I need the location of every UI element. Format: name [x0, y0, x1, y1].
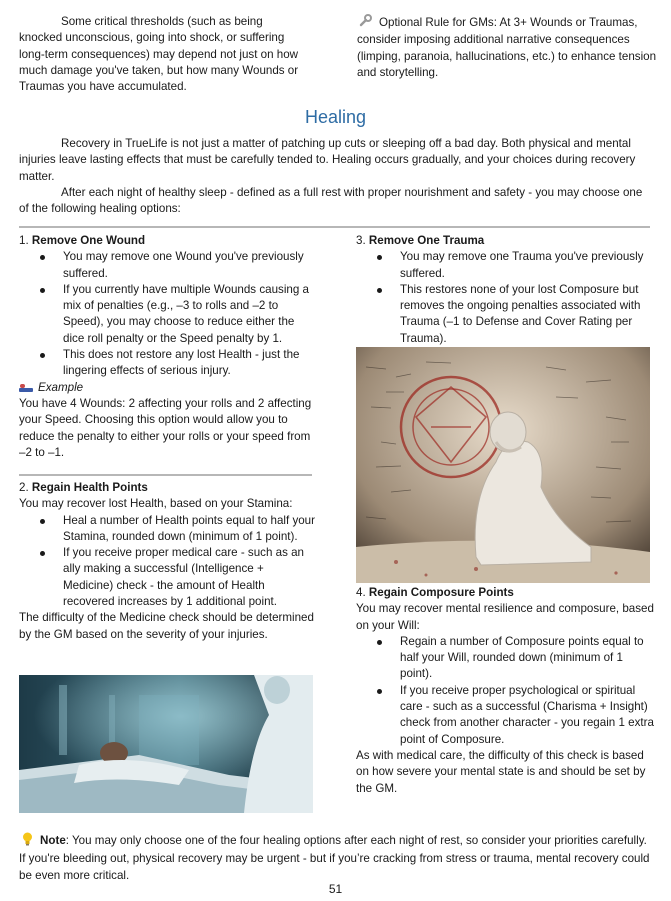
option-4-tail: As with medical care, the difficulty of this check is based on how severe your mental state is and should be set by the GM. — [356, 748, 646, 795]
intro-paragraph-2: After each night of healthy sleep - defined as a full rest with proper nourishment and safety - you may choose one of the following healing options: — [19, 186, 643, 216]
page-number: 51 — [328, 882, 343, 896]
option-3-heading: 3. Remove One Trauma — [356, 234, 485, 247]
gm-optional-rule — [357, 14, 657, 81]
option-regain-health — [19, 480, 316, 643]
option-remove-wound — [19, 233, 316, 461]
option-2-tail: The difficulty of the Medicine check should be determined by the GM based on the severity of your injuries. — [19, 611, 314, 641]
option-4-list — [356, 634, 654, 748]
list-item: You may remove one Trauma you've previously suffered. — [356, 249, 654, 282]
list-item: This does not restore any lost Health - just the lingering effects of serious injury. — [19, 347, 316, 380]
list-item: If you currently have multiple Wounds causing a mix of penalties (e.g., –3 to rolls and –2 to Speed), you may choose to reduce either the dice roll penalty or the Speed penalty by 1. — [19, 282, 316, 347]
example-text: You have 4 Wounds: 2 affecting your rolls and 2 affecting your Speed. Choosing this option would allow you to reduce the penalty to either your rolls or your speed from –2 to –1. — [19, 396, 312, 459]
list-item: If you receive proper psychological or spiritual care - such as a successful (Charisma + Insight) check from another character - you regain 1 extra point of Composure. — [356, 683, 654, 748]
option-regain-composure — [356, 585, 654, 797]
section-divider — [19, 226, 650, 228]
list-item: Regain a number of Composure points equal to half your Will, rounded down (minimum of 1 point). — [356, 634, 654, 683]
option-2-heading: 2. Regain Health Points — [19, 481, 148, 494]
list-item: You may remove one Wound you've previously suffered. — [19, 249, 316, 282]
healing-note — [19, 832, 655, 884]
option-2-lead: You may recover lost Health, based on your Stamina: — [19, 497, 293, 511]
bed-icon — [19, 383, 33, 393]
wrench-icon — [359, 14, 373, 32]
gm-rule-text: Optional Rule for GMs: At 3+ Wounds or Traumas, consider imposing additional narrative consequences (limping, paranoia, hallucinations, etc.) to enhance tension and storytelling. — [357, 16, 657, 79]
option-4-lead: You may recover mental resilience and composure, based on your Will: — [356, 602, 654, 632]
note-label: Note — [40, 834, 66, 847]
list-item: Heal a number of Health points equal to half your Stamina, rounded down (minimum of 1 point). — [19, 513, 316, 546]
note-text: : You may only choose one of the four healing options after each night of rest, so consider your priorities carefully. If you're bleeding out, physical recovery may be urgent - but if you’re cracking from stress or trauma, mental recovery could be even more critical. — [19, 834, 650, 882]
page-title: Healing — [304, 107, 367, 127]
lightbulb-icon — [22, 832, 34, 851]
threshold-paragraph: Some critical thresholds (such as being knocked unconscious, going into shock, or suffering long-term consequences) may depend not just on how much damage you've taken, but how many Wounds or Traumas you have accumulated. — [19, 15, 299, 94]
intro-paragraph-1: Recovery in TrueLife is not just a matter of patching up cuts or sleeping off a bad day. Both physical and mental injuries leave lasting effects that must be carefully tended to. Healing occurs gradually, and your choices during recovery matter. — [19, 137, 636, 183]
example-label: Example — [19, 380, 316, 396]
list-item: This restores none of your lost Composure but removes the ongoing penalties associated with Trauma (–1 to Defense and Cover Rating per Trauma). — [356, 282, 654, 347]
option-2-list — [19, 513, 316, 611]
hospital-illustration — [19, 675, 313, 813]
trauma-illustration — [356, 347, 650, 583]
option-1-heading: 1. Remove One Wound — [19, 234, 146, 247]
option-3-list — [356, 249, 654, 347]
column-divider — [19, 474, 312, 476]
list-item: If you receive proper medical care - such as an ally making a successful (Intelligence + Medicine) check - the amount of Health recovered increases by 1 additional point. — [19, 545, 316, 610]
option-remove-trauma — [356, 233, 654, 347]
option-4-heading: 4. Regain Composure Points — [356, 586, 514, 599]
option-1-list — [19, 249, 316, 379]
